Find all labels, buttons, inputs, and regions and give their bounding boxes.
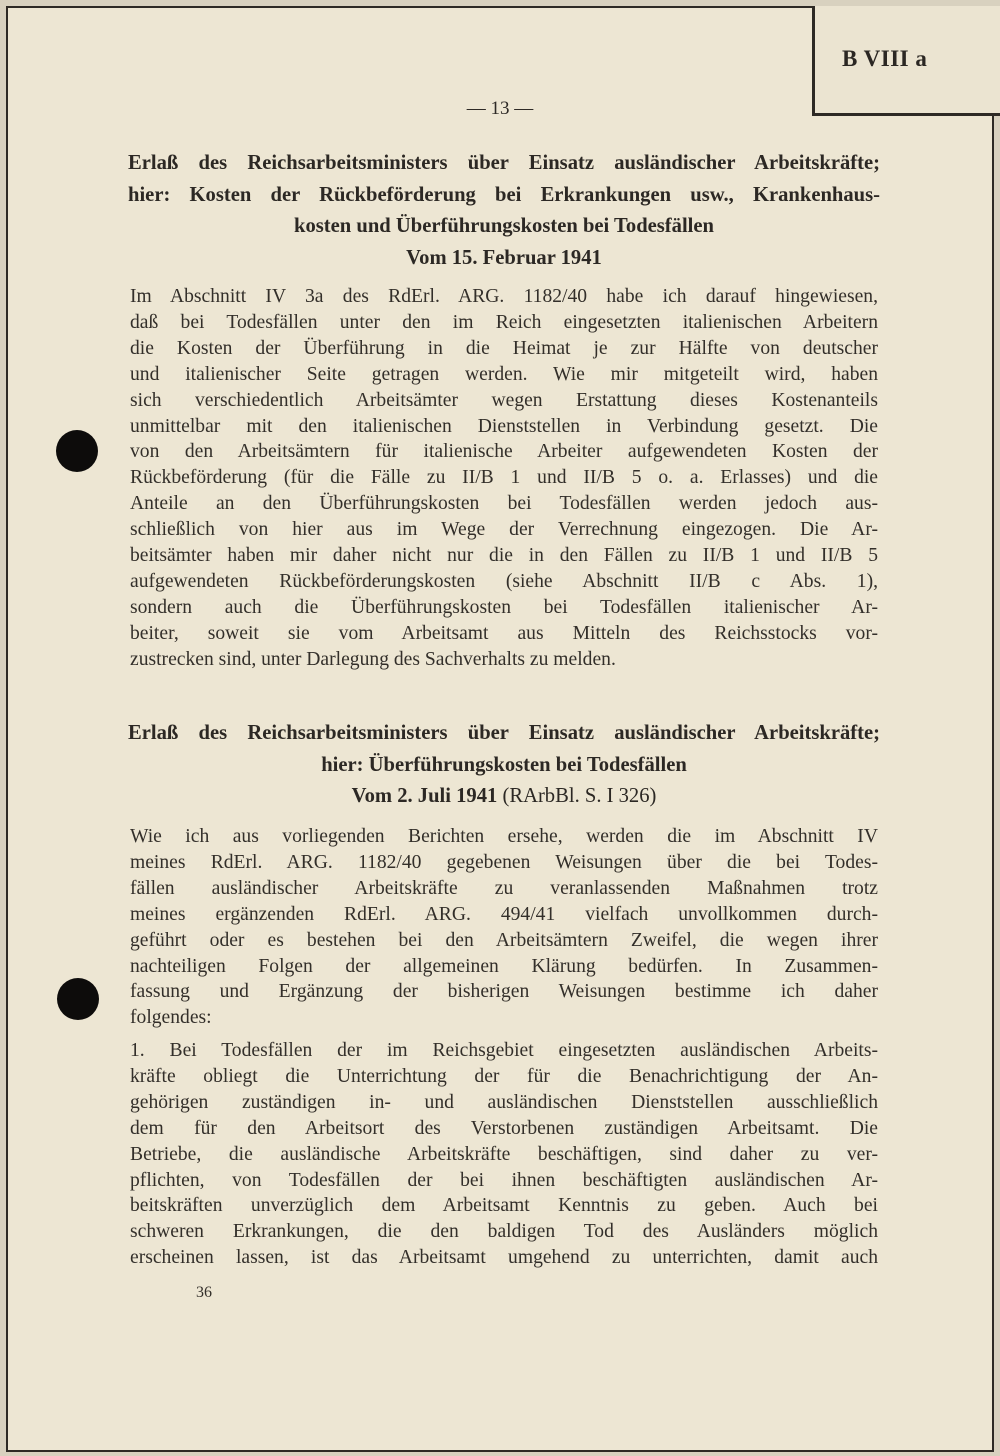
- section2-body-line: Wie ich aus vorliegenden Berichten ersehe, werden die im Abschnitt IV: [130, 826, 878, 847]
- section1-body-line: unmittelbar mit den italienischen Dienststellen in Verbindung gesetzt. Die: [130, 415, 878, 437]
- section1-body-line: sondern auch die Überführungskosten bei Todesfällen italienischer Ar-: [130, 596, 878, 618]
- section2-body-line: geführt oder es bestehen bei den Arbeitsämtern Zweifel, die wegen ihrer: [130, 929, 878, 951]
- section2-item-1: [130, 1038, 878, 1271]
- item1-line: pflichten, von Todesfällen der bei ihnen beschäftigten ausländischen Ar-: [130, 1169, 878, 1191]
- section1-body-line: daß bei Todesfällen unter den im Reich eingesetzten italienischen Arbeitern: [130, 311, 878, 333]
- punch-hole-lower: [57, 978, 99, 1020]
- punch-hole-upper: [56, 430, 98, 472]
- section1-body-line: zustrecken sind, unter Darlegung des Sachverhalts zu melden.: [130, 648, 616, 670]
- section2-body-line: fassung und Ergänzung der bisherigen Weisungen bestimme ich daher: [130, 981, 878, 1003]
- section2-body-line: meines ergänzenden RdErl. ARG. 494/41 vielfach unvollkommen durch-: [130, 903, 878, 925]
- section2-body: [130, 824, 878, 1031]
- section2-heading: [128, 718, 880, 813]
- section2-date: Vom 2. Juli 1941: [351, 785, 498, 807]
- item1-line: beitskräften unverzüglich dem Arbeitsamt Kenntnis zu geben. Auch bei: [130, 1195, 878, 1217]
- section1-body-line: die Kosten der Überführung in die Heimat je zur Hälfte von deutscher: [130, 337, 878, 359]
- item1-line: kräfte obliegt die Unterrichtung der für die Benachrichtigung der An-: [130, 1065, 878, 1087]
- section1-body-line: sich verschiedentlich Arbeitsämter wegen Erstattung dieses Kostenanteils: [130, 389, 878, 411]
- section2-title-line: Erlaß des Reichsarbeitsministers über Einsatz ausländischer Arbeitskräfte;: [128, 722, 880, 744]
- section1-body: [130, 284, 878, 673]
- section1-body-line: Anteile an den Überführungskosten bei Todesfällen werden jedoch aus-: [130, 493, 878, 515]
- section1-date: Vom 15. Februar 1941: [406, 246, 602, 269]
- section1-body-line: beitsämter haben mir daher nicht nur die in den Fällen zu II/B 1 und II/B 5: [130, 545, 878, 567]
- register-tab-label: B VIII a: [842, 46, 928, 71]
- section1-body-line: schließlich von hier aus im Wege der Verrechnung eingezogen. Die Ar-: [130, 519, 878, 541]
- section1-body-line: aufgewendeten Rückbeförderungskosten (siehe Abschnitt II/B c Abs. 1),: [130, 570, 878, 592]
- section2-body-line: fällen ausländischer Arbeitskräfte zu veranlassenden Maßnahmen trotz: [130, 877, 878, 899]
- item1-line: schweren Erkrankungen, die den baldigen Tod des Ausländers möglich: [130, 1221, 878, 1243]
- section1-title-line: Erlaß des Reichsarbeitsministers über Einsatz ausländischer Arbeitskräfte;: [128, 152, 880, 174]
- section1-body-line: von den Arbeitsämtern für italienische Arbeiter aufgewendeten Kosten der: [130, 441, 878, 463]
- section1-body-line: und italienischer Seite getragen werden. Wie mir mitgeteilt wird, haben: [130, 363, 878, 385]
- section2-title-line: hier: Überführungskosten bei Todesfällen: [321, 753, 687, 776]
- section1-body-line: Rückbeförderung (für die Fälle zu II/B 1 und II/B 5 o. a. Erlasses) und die: [130, 467, 878, 489]
- item1-line: erscheinen lassen, ist das Arbeitsamt umgehend zu unterrichten, damit auch: [130, 1247, 878, 1269]
- section2-body-line: folgendes:: [130, 1007, 212, 1029]
- section1-title-line: hier: Kosten der Rückbeförderung bei Erkrankungen usw., Krankenhaus-: [128, 183, 880, 206]
- section2-body-line: meines RdErl. ARG. 1182/40 gegebenen Weisungen über die bei Todes-: [130, 851, 878, 873]
- section1-body-line: beiter, soweit sie vom Arbeitsamt aus Mitteln des Reichsstocks vor-: [130, 622, 878, 644]
- sheet-number: 36: [196, 1284, 212, 1301]
- item1-line: 1. Bei Todesfällen der im Reichsgebiet eingesetzten ausländischen Arbeits-: [130, 1040, 878, 1061]
- item1-line: Betriebe, die ausländische Arbeitskräfte beschäftigen, sind daher zu ver-: [130, 1143, 878, 1165]
- section1-heading: [128, 148, 880, 274]
- section2-reference: (RArbBl. S. I 326): [502, 785, 657, 807]
- page-number: — 13 —: [466, 98, 534, 119]
- section1-body-line: Im Abschnitt IV 3a des RdErl. ARG. 1182/40 habe ich darauf hingewiesen,: [130, 286, 878, 307]
- item1-line: dem für den Arbeitsort des Verstorbenen zuständigen Arbeitsamt. Die: [130, 1117, 878, 1139]
- item1-line: gehörigen zuständigen in- und ausländischen Dienststellen ausschließlich: [130, 1091, 878, 1113]
- section1-title-line: kosten und Überführungskosten bei Todesfällen: [294, 215, 714, 237]
- section2-body-line: nachteiligen Folgen der allgemeinen Klärung bedürfen. In Zusammen-: [130, 955, 878, 977]
- section2-date-line: [128, 781, 880, 813]
